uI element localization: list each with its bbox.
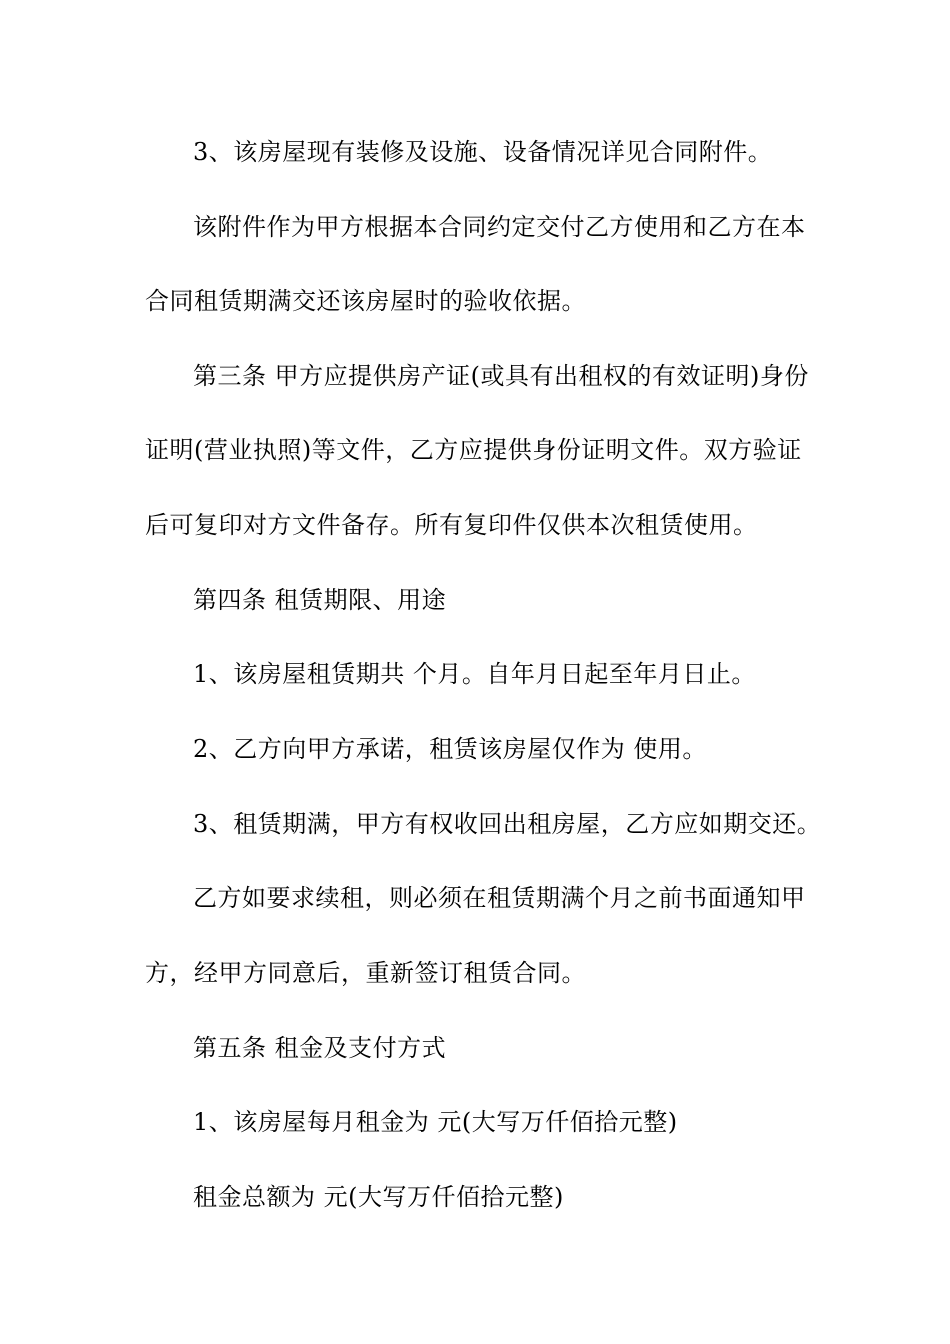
paragraph-line: 3、租赁期满，甲方有权收回出租房屋，乙方应如期交还。 [193, 810, 822, 838]
article-heading: 第三条 甲方应提供房产证(或具有出租权的有效证明)身份 [193, 362, 809, 390]
paragraph-line: 1、该房屋每月租金为 元(大写万仟佰拾元整) [193, 1108, 678, 1136]
paragraph-line: 该附件作为甲方根据本合同约定交付乙方使用和乙方在本 [193, 213, 806, 241]
paragraph-line: 合同租赁期满交还该房屋时的验收依据。 [145, 287, 586, 315]
paragraph-line: 2、乙方向甲方承诺，租赁该房屋仅作为 使用。 [193, 735, 707, 763]
paragraph-line: 租金总额为 元(大写万仟佰拾元整) [193, 1183, 564, 1211]
paragraph-line: 方，经甲方同意后，重新签订租赁合同。 [145, 959, 586, 987]
article-heading: 第四条 租赁期限、用途 [193, 586, 447, 614]
paragraph-line: 乙方如要求续租，则必须在租赁期满个月之前书面通知甲 [193, 884, 806, 912]
paragraph-line: 证明(营业执照)等文件，乙方应提供身份证明文件。双方验证 [145, 436, 802, 464]
article-heading: 第五条 租金及支付方式 [193, 1034, 447, 1062]
paragraph-line: 3、该房屋现有装修及设施、设备情况详见合同附件。 [193, 138, 773, 166]
paragraph-line: 1、该房屋租赁期共 个月。自年月日起至年月日止。 [193, 660, 756, 688]
paragraph-line: 后可复印对方文件备存。所有复印件仅供本次租赁使用。 [145, 511, 758, 539]
